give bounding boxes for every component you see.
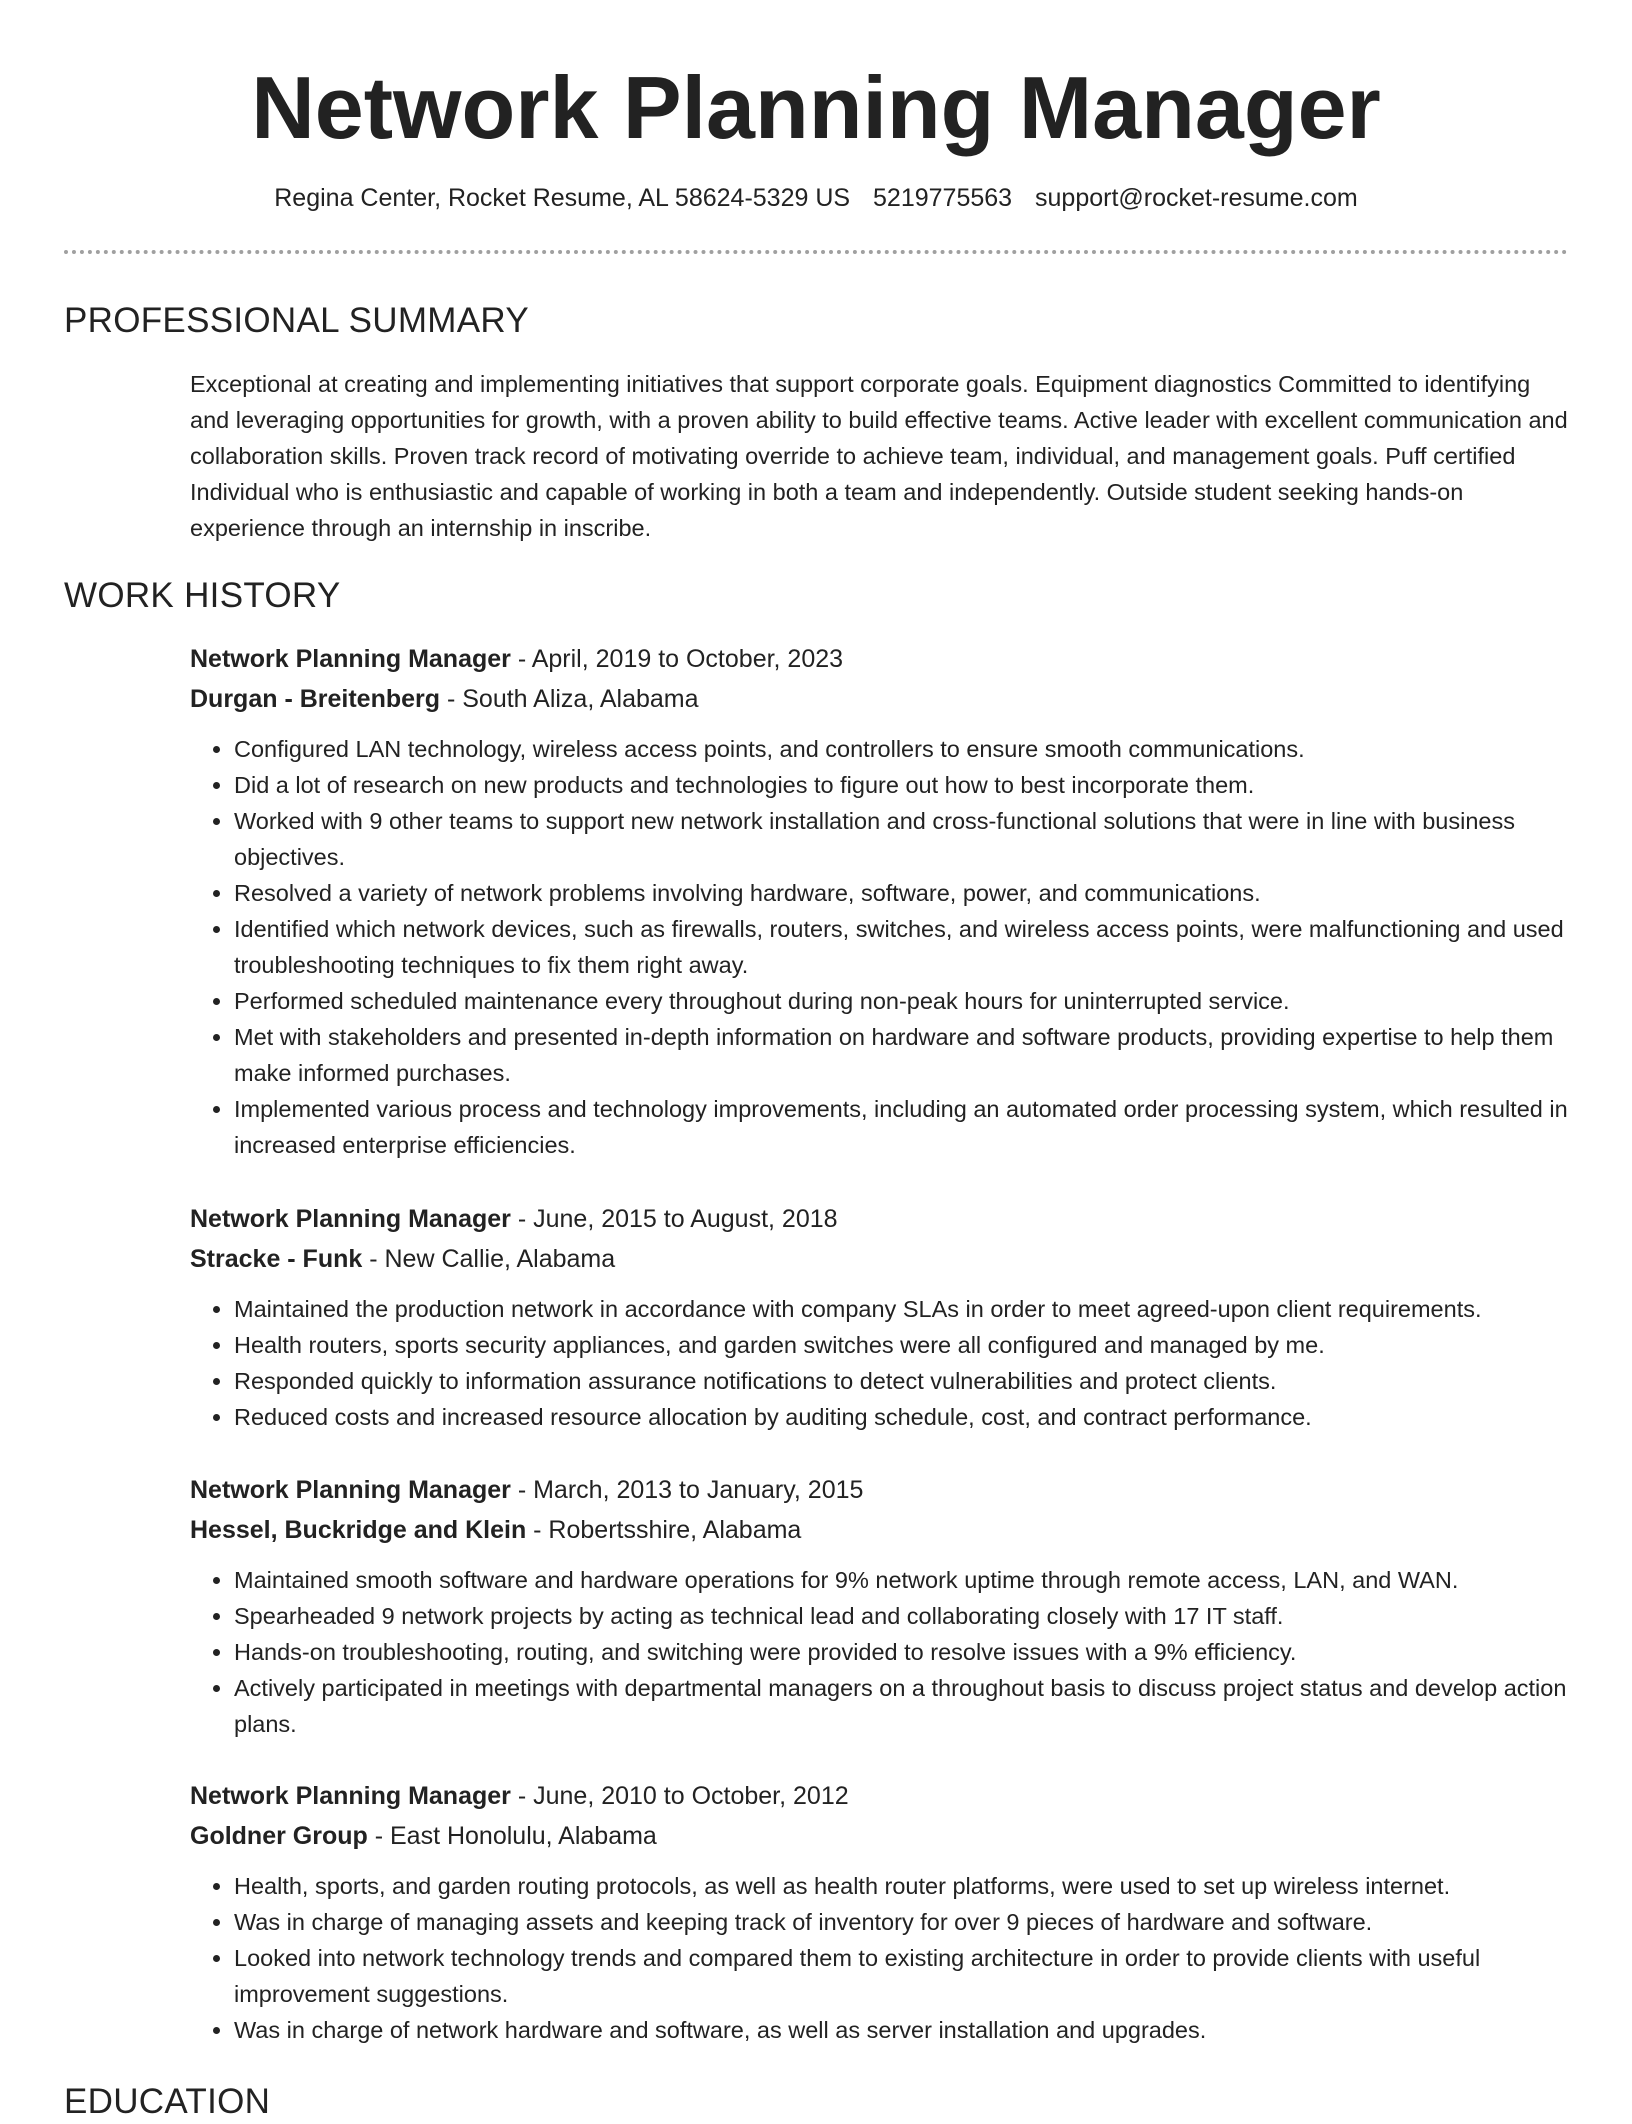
contact-phone: 5219775563 xyxy=(873,184,1013,212)
job-bullet: • Spearheaded 9 network projects by acting as technical lead and collaborating closely with 17 IT staff. xyxy=(234,1598,1570,1634)
job-title: Network Planning Manager xyxy=(190,1782,511,1810)
job-dates: - June, 2010 to October, 2012 xyxy=(510,1782,849,1810)
work-history-heading: WORK HISTORY xyxy=(64,576,341,615)
job-bullets xyxy=(190,1291,1570,1435)
job-bullet: • Worked with 9 other teams to support new network installation and cross-functional solutions that were in line with business objectives. xyxy=(234,803,1570,875)
job-location: - East Honolulu, Alabama xyxy=(367,1822,657,1850)
job-title: Network Planning Manager xyxy=(190,1476,511,1504)
job-bullet: • Maintained smooth software and hardware operations for 9% network uptime through remote access, LAN, and WAN. xyxy=(234,1562,1570,1598)
job-bullet: • Was in charge of managing assets and keeping track of inventory for over 9 pieces of hardware and software. xyxy=(234,1904,1570,1940)
job-title: Network Planning Manager xyxy=(190,1205,511,1233)
job-title-line xyxy=(190,1776,1570,1816)
job-entry xyxy=(190,1776,1570,2048)
job-entry xyxy=(190,639,1570,1163)
job-dates: - April, 2019 to October, 2023 xyxy=(510,645,844,673)
job-bullet: • Met with stakeholders and presented in-depth information on hardware and software products, providing expertise to help them make informed purchases. xyxy=(234,1019,1570,1091)
job-company: Stracke - Funk xyxy=(190,1245,363,1273)
job-title-line xyxy=(190,639,1570,679)
education-heading: EDUCATION xyxy=(64,2082,271,2121)
job-bullet: • Identified which network devices, such as firewalls, routers, switches, and wireless access points, were malfunctioning and used troubleshooting techniques to fix them right away. xyxy=(234,911,1570,983)
summary-text: Exceptional at creating and implementing initiatives that support corporate goals. Equipment diagnostics Committed to identifying and leveraging opportunities for growth, with a proven ability to build effective teams. Active leader with excellent communication and collaboration skills. Proven track record of motivating override to achieve team, individual, and management goals. Puff certified Individual who is enthusiastic and capable of working in both a team and independently. Outside student seeking hands-on experience through an internship in inscribe. xyxy=(190,371,1568,541)
job-entry xyxy=(190,1199,1570,1435)
job-location: - South Aliza, Alabama xyxy=(440,685,699,713)
job-bullet: • Hands-on troubleshooting, routing, and switching were provided to resolve issues with a 9% efficiency. xyxy=(234,1634,1570,1670)
job-company-line xyxy=(190,1510,1570,1550)
job-bullets xyxy=(190,1868,1570,2048)
job-title-line xyxy=(190,1199,1570,1239)
contact-email: support@rocket-resume.com xyxy=(1035,184,1358,212)
job-company-line xyxy=(190,679,1570,719)
job-title-line xyxy=(190,1470,1570,1510)
job-company: Durgan - Breitenberg xyxy=(190,685,441,713)
job-bullet: • Implemented various process and technology improvements, including an automated order processing system, which resulted in increased enterprise efficiencies. xyxy=(234,1091,1570,1163)
job-dates: - March, 2013 to January, 2015 xyxy=(510,1476,864,1504)
job-company: Goldner Group xyxy=(190,1822,368,1850)
contact-address: Regina Center, Rocket Resume, AL 58624-5329 US xyxy=(274,184,851,212)
resume-name: Network Planning Manager xyxy=(251,58,1381,157)
job-company-line xyxy=(190,1239,1570,1279)
job-bullet: • Health, sports, and garden routing protocols, as well as health router platforms, were used to set up wireless internet. xyxy=(234,1868,1570,1904)
job-bullet: • Actively participated in meetings with departmental managers on a throughout basis to discuss project status and develop action plans. xyxy=(234,1670,1570,1742)
job-bullets xyxy=(190,1562,1570,1742)
job-location: - New Callie, Alabama xyxy=(362,1245,616,1273)
job-bullet: • Did a lot of research on new products and technologies to figure out how to best incorporate them. xyxy=(234,767,1570,803)
job-bullet: • Looked into network technology trends and compared them to existing architecture in order to provide clients with useful improvement suggestions. xyxy=(234,1940,1570,2012)
job-bullets xyxy=(190,731,1570,1163)
job-bullet: • Resolved a variety of network problems involving hardware, software, power, and communications. xyxy=(234,875,1570,911)
job-bullet: • Reduced costs and increased resource allocation by auditing schedule, cost, and contract performance. xyxy=(234,1399,1570,1435)
job-entry xyxy=(190,1470,1570,1742)
job-bullet: • Was in charge of network hardware and software, as well as server installation and upgrades. xyxy=(234,2012,1570,2048)
job-dates: - June, 2015 to August, 2018 xyxy=(510,1205,838,1233)
summary-heading: PROFESSIONAL SUMMARY xyxy=(64,301,529,340)
job-company-line xyxy=(190,1816,1570,1856)
header-divider xyxy=(64,250,1568,254)
job-bullet: • Responded quickly to information assurance notifications to detect vulnerabilities and protect clients. xyxy=(234,1363,1570,1399)
job-company: Hessel, Buckridge and Klein xyxy=(190,1516,527,1544)
job-bullet: • Configured LAN technology, wireless access points, and controllers to ensure smooth communications. xyxy=(234,731,1570,767)
job-title: Network Planning Manager xyxy=(190,645,511,673)
contact-line xyxy=(64,180,1568,216)
job-bullet: • Performed scheduled maintenance every throughout during non-peak hours for uninterrupted service. xyxy=(234,983,1570,1019)
job-bullet: • Maintained the production network in accordance with company SLAs in order to meet agreed-upon client requirements. xyxy=(234,1291,1570,1327)
job-bullet: • Health routers, sports security appliances, and garden switches were all configured and managed by me. xyxy=(234,1327,1570,1363)
job-location: - Robertsshire, Alabama xyxy=(526,1516,802,1544)
